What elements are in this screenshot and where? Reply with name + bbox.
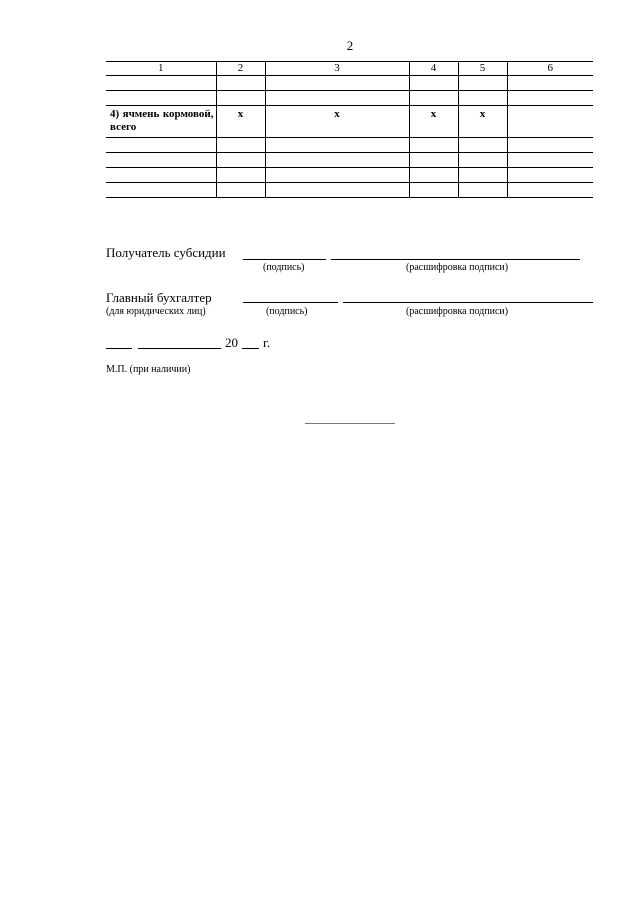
chief-accountant-sublabel: (для юридических лиц) (106, 306, 206, 317)
stamp-note: М.П. (при наличии) (106, 364, 191, 375)
barley-row-label: 4) ячмень кормовой, всего (106, 106, 216, 138)
chief-accountant-signature-line (243, 302, 338, 303)
barley-cell-3: x (265, 106, 409, 138)
chief-accountant-label: Главный бухгалтер (106, 290, 212, 305)
barley-cell-5: x (458, 106, 507, 138)
date-year-suffix: г. (263, 335, 271, 350)
recipient-decoding-line (331, 259, 580, 260)
barley-cell-2: x (216, 106, 265, 138)
table-row (106, 138, 593, 153)
subsidy-table (106, 61, 593, 198)
chief-accountant-decoding-caption: (расшифровка подписи) (406, 306, 509, 317)
date-day-line (106, 348, 132, 349)
barley-cell-6 (507, 106, 593, 138)
recipient-signature-caption: (подпись) (263, 262, 305, 273)
column-header-3: 3 (265, 62, 409, 76)
table-row (106, 91, 593, 106)
barley-cell-4: x (409, 106, 458, 138)
table-row (106, 168, 593, 183)
date-year-line (242, 348, 259, 349)
date-month-line (138, 348, 221, 349)
column-header-6: 6 (507, 62, 593, 76)
table-row-barley (106, 106, 593, 138)
table-row (106, 153, 593, 168)
column-header-4: 4 (409, 62, 458, 76)
page-number: 2 (346, 38, 354, 53)
date-year-prefix: 20 (225, 335, 238, 350)
table-header-row (106, 62, 593, 76)
column-header-5: 5 (458, 62, 507, 76)
column-header-1: 1 (106, 62, 216, 76)
table-row (106, 183, 593, 198)
recipient-decoding-caption: (расшифровка подписи) (406, 262, 509, 273)
end-of-document-rule (305, 423, 395, 424)
recipient-signature-line (243, 259, 326, 260)
recipient-label: Получатель субсидии (106, 245, 226, 260)
column-header-2: 2 (216, 62, 265, 76)
table-row (106, 76, 593, 91)
chief-accountant-signature-caption: (подпись) (266, 306, 308, 317)
chief-accountant-decoding-line (343, 302, 593, 303)
